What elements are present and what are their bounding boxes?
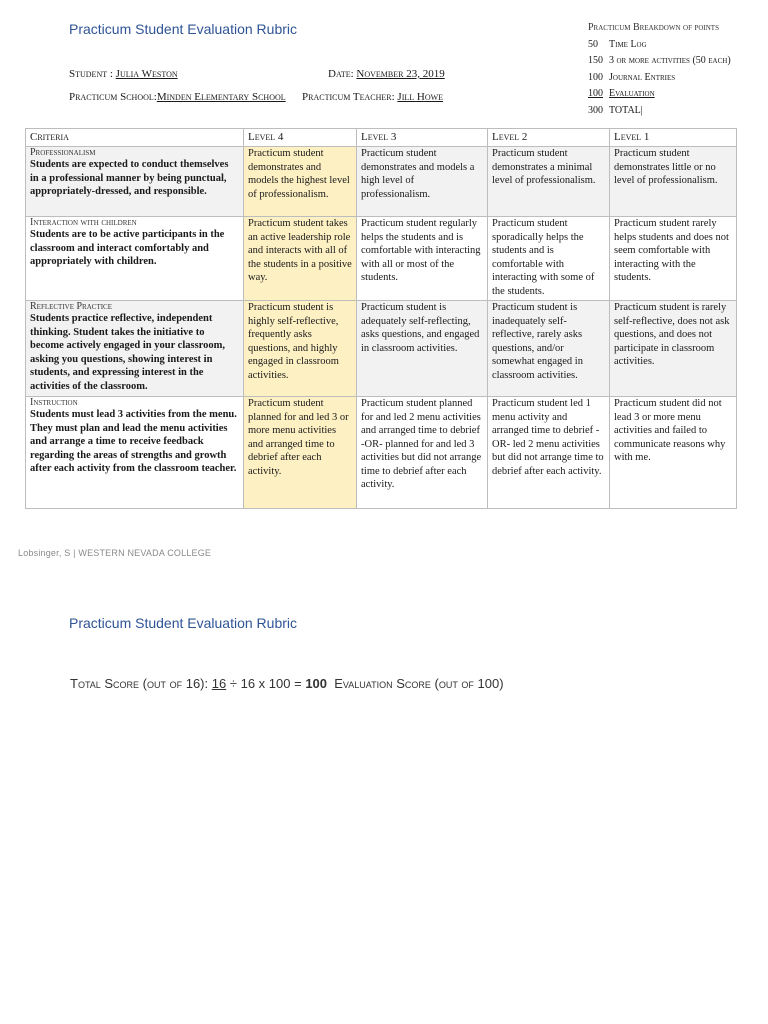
level-2-cell: Practicum student is inadequately self-reflective, rarely asks questions, and/or somewhat engaged in classroom activities.: [488, 301, 610, 397]
score-result: 100: [305, 676, 328, 691]
school-line: [69, 91, 286, 103]
date-line: [328, 68, 445, 80]
points-row: 100 Journal Entries: [588, 71, 676, 83]
school-value: Minden Elementary School: [156, 91, 286, 103]
student-label: Student :: [69, 68, 113, 80]
date-label: Date:: [328, 68, 354, 80]
criteria-cell: [26, 147, 244, 217]
level-3-cell: Practicum student demonstrates and models a high level of professionalism.: [357, 147, 488, 217]
score-formula: ÷ 16 x 100 =: [229, 676, 302, 691]
level-1-cell: Practicum student did not lead 3 or more menu activities and failed to communicate reasons why with me.: [610, 397, 737, 509]
level-1-cell: Practicum student demonstrates little or no level of professionalism.: [610, 147, 737, 217]
header-level-3: Level 3: [357, 129, 488, 147]
table-row: [26, 217, 737, 301]
total-score-label: Total Score (out of 16):: [70, 676, 209, 691]
page-title-2: Practicum Student Evaluation Rubric: [69, 615, 297, 631]
header-level-4: Level 4: [244, 129, 357, 147]
level-4-cell-selected: Practicum student demonstrates and models the highest level of professionalism.: [244, 147, 357, 217]
criteria-cell: [26, 301, 244, 397]
criteria-heading: Instruction: [30, 397, 78, 408]
criteria-heading: Professionalism: [30, 147, 96, 158]
criteria-cell: [26, 217, 244, 301]
teacher-value: Jill Howe: [397, 91, 444, 103]
header-level-1: Level 1: [610, 129, 737, 147]
level-4-cell-selected: Practicum student planned for and led 3 or more menu activities and arranged time to debrief after each activity.: [244, 397, 357, 509]
level-4-cell-selected: Practicum student takes an active leadership role and interacts with all of the students in a positive way.: [244, 217, 357, 301]
criteria-cell: [26, 397, 244, 509]
date-value: November 23, 2019: [356, 68, 445, 80]
level-4-cell-selected: Practicum student is highly self-reflective, frequently asks questions, and highly engaged in classroom activities.: [244, 301, 357, 397]
criteria-description: Students are to be active participants in the classroom and interact comfortably and appropriately with children.: [30, 229, 225, 267]
points-row: 50 Time Log: [588, 38, 647, 50]
table-row: [26, 397, 737, 509]
level-1-cell: Practicum student is rarely self-reflective, does not ask questions, and does not participate in classroom activities.: [610, 301, 737, 397]
level-1-cell: Practicum student rarely helps students and does not seem comfortable with interacting with the students.: [610, 217, 737, 301]
level-2-cell: Practicum student demonstrates a minimal level of professionalism.: [488, 147, 610, 217]
criteria-heading: Interaction with children: [30, 217, 137, 228]
score-line: [70, 676, 504, 691]
rubric-table: [25, 128, 737, 509]
table-header-row: [26, 129, 737, 147]
level-3-cell: Practicum student is adequately self-reflecting, asks questions, and engaged in classroom activities.: [357, 301, 488, 397]
student-line: [69, 68, 178, 80]
evaluation-score-label: Evaluation Score (out of 100): [334, 676, 504, 691]
header-criteria: Criteria: [26, 129, 244, 147]
total-score-value: 16: [211, 676, 227, 691]
points-row: 150 3 or more activities (50 each): [588, 55, 731, 66]
teacher-line: [302, 91, 443, 103]
level-2-cell: Practicum student led 1 menu activity and arranged time to debrief -OR- led 2 menu activities but did not arrange time to debrief after each activity.: [488, 397, 610, 509]
points-row: 100 Evaluation: [588, 88, 655, 99]
points-heading: Practicum Breakdown of points: [588, 22, 719, 33]
student-value: Julia Weston: [115, 68, 178, 80]
criteria-heading: Reflective Practice: [30, 301, 113, 312]
level-3-cell: Practicum student planned for and led 2 menu activities and arranged time to debrief -OR- planned for and led 3 activities but did not arrange time to debrief after each activity.: [357, 397, 488, 509]
page-footer: Lobsinger, S | WESTERN NEVADA COLLEGE: [18, 548, 212, 558]
table-row: [26, 147, 737, 217]
criteria-description: Students are expected to conduct themselves in a professional manner by being punctual, appropriately-dressed, and responsible.: [30, 159, 229, 197]
criteria-description: Students practice reflective, independent thinking. Student takes the initiative to become actively engaged in your classroom, asking you questions, showing interest in students, and expressing interest in the activities of the classroom.: [30, 313, 226, 392]
criteria-description: Students must lead 3 activities from the menu. They must plan and lead the menu activities and arrange a time to receive feedback regarding the areas of strengths and growth after each activity from the classroom teacher.: [30, 409, 237, 474]
level-2-cell: Practicum student sporadically helps the students and is comfortable with interacting with some of the students.: [488, 217, 610, 301]
teacher-label: Practicum Teacher:: [302, 91, 395, 103]
header-level-2: Level 2: [488, 129, 610, 147]
points-row: 300 TOTAL|: [588, 104, 643, 116]
page-title: Practicum Student Evaluation Rubric: [69, 21, 297, 37]
level-3-cell: Practicum student regularly helps the students and is comfortable with interacting with all or most of the students.: [357, 217, 488, 301]
table-row: [26, 301, 737, 397]
school-label: Practicum School:: [69, 91, 157, 103]
points-breakdown: [588, 20, 763, 119]
